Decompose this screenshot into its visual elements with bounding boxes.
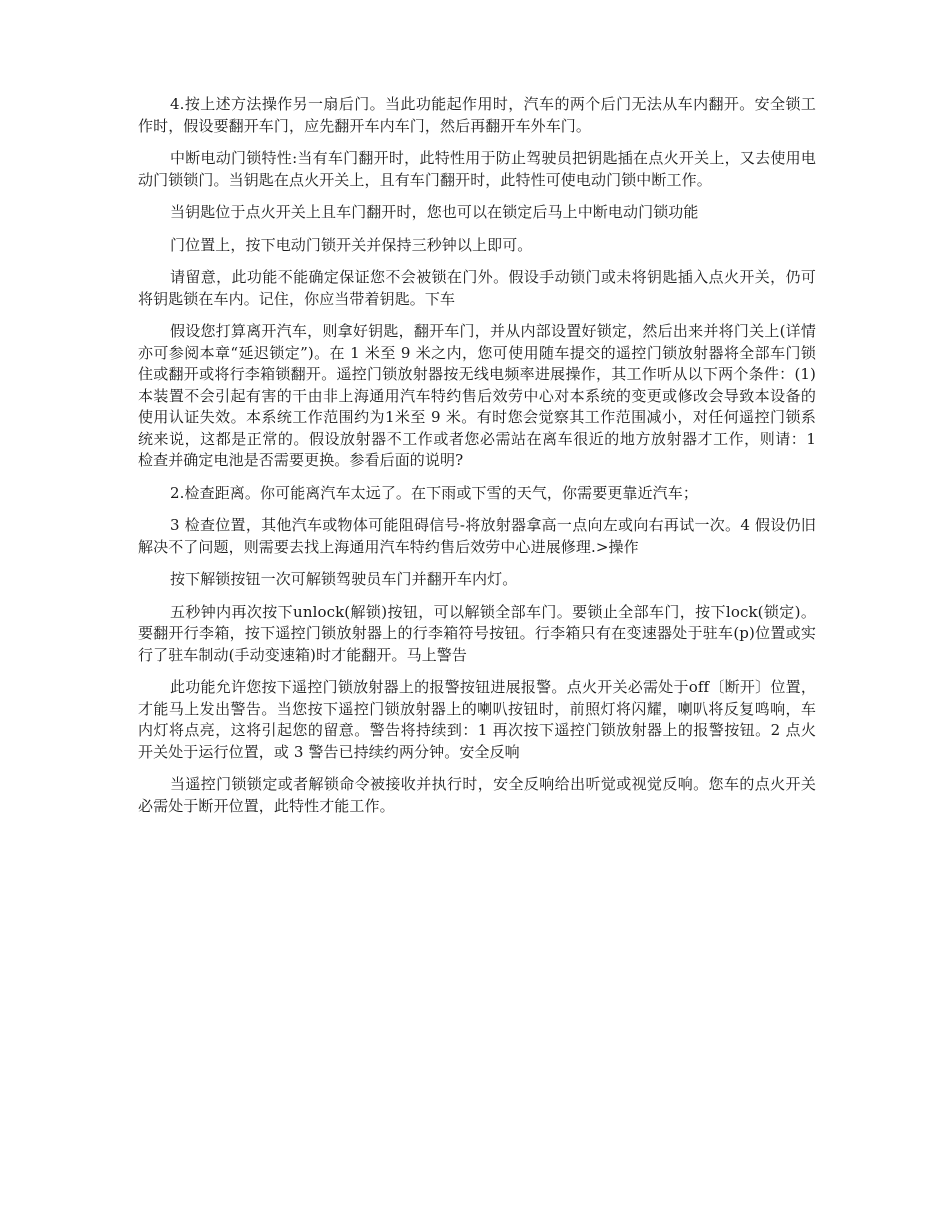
paragraph-unlock-all-doors: 五秒钟内再次按下unlock(解锁)按钮，可以解锁全部车门。要锁止全部车门，按下lock(锁定)。要翻开行李箱，按下遥控门锁放射器上的行李箱符号按钮。行李箱只有在变速器处于驻车(p)位置或实行了驻车制动(手动变速箱)时才能翻开。马上警告 [138, 602, 816, 664]
paragraph-lockout-protection: 中断电动门锁特性:当有车门翻开时，此特性用于防止驾驶员把钥匙插在点火开关上，又去使用电动门锁锁门。当钥匙在点火开关上，且有车门翻开时，此特性可使电动门锁中断工作。 [138, 149, 816, 189]
paragraph-rear-door-lock: 4.按上述方法操作另一扇后门。当此功能起作用时，汽车的两个后门无法从车内翻开。安全锁工作时，假设要翻开车门，应先翻开车内车门，然后再翻开车外车门。 [138, 95, 816, 135]
document-body [138, 94, 816, 828]
paragraph-panic-alarm: 此功能允许您按下遥控门锁放射器上的报警按钮进展报警。点火开关必需处于off〔断开〕位置，才能马上发出警告。当您按下遥控门锁放射器上的喇叭按钮时，前照灯将闪耀，喇叭将反复鸣响，车内灯将点亮，这将引起您的留意。警告将持续到：1 再次按下遥控门锁放射器上的报警按钮。2 点火开关处于运行位置，或 3 警告已持续约两分钟。安全反响 [138, 678, 816, 761]
paragraph-cancel-lock-intro: 当钥匙位于点火开关上且车门翻开时，您也可以在锁定后马上中断电动门锁功能 [170, 203, 699, 221]
paragraph-cancel-lock-method: 门位置上，按下电动门锁开关并保持三秒钟以上即可。 [170, 235, 533, 254]
paragraph-unlock-driver-door: 按下解锁按钮一次可解锁驾驶员车门并翻开车内灯。 [170, 570, 518, 588]
paragraph-security-feedback: 当遥控门锁锁定或者解锁命令被接收并执行时，安全反响给出听觉或视觉反响。您车的点火开关必需处于断开位置，此特性才能工作。 [138, 775, 816, 815]
paragraph-check-location: 3 检查位置，其他汽车或物体可能阻碍信号-将放射器拿高一点向左或向右再试一次。4 假设仍旧解决不了问题，则需要去找上海通用汽车特约售后效劳中心进展修理.>操作 [138, 516, 816, 556]
paragraph-remote-keyless-entry: 假设您打算离开汽车，则拿好钥匙，翻开车门，并从内部设置好锁定，然后出来并将门关上(详情亦可参阅本章“延迟锁定”)。在 1 米至 9 米之内，您可使用随车提交的遥控门锁放射器将全部车门锁住或翻开或将行李箱锁翻开。遥控门锁放射器按无线电频率进展操作，其工作听从以下两个条件：(1)本装置不会引起有害的干由非上海通用汽车特约售后效劳中心对本系统的变更或修改会导致本设备的使用认证失效。本系统工作范围约为1米至 9 米。有时您会觉察其工作范围减小，对任何遥控门锁系统来说，这都是正常的。假设放射器不工作或者您必需站在离车很近的地方放射器才工作，则请：1 检查并确定电池是否需要更换。参看后面的说明? [138, 322, 816, 469]
paragraph-check-distance: 2.检查距离。你可能离汽车太远了。在下雨或下雪的天气，你需要更靠近汽车； [170, 483, 698, 502]
paragraph-key-warning: 请留意，此功能不能确定保证您不会被锁在门外。假设手动锁门或未将钥匙插入点火开关，仍可将钥匙锁在车内。记住，你应当带着钥匙。下车 [138, 268, 816, 308]
